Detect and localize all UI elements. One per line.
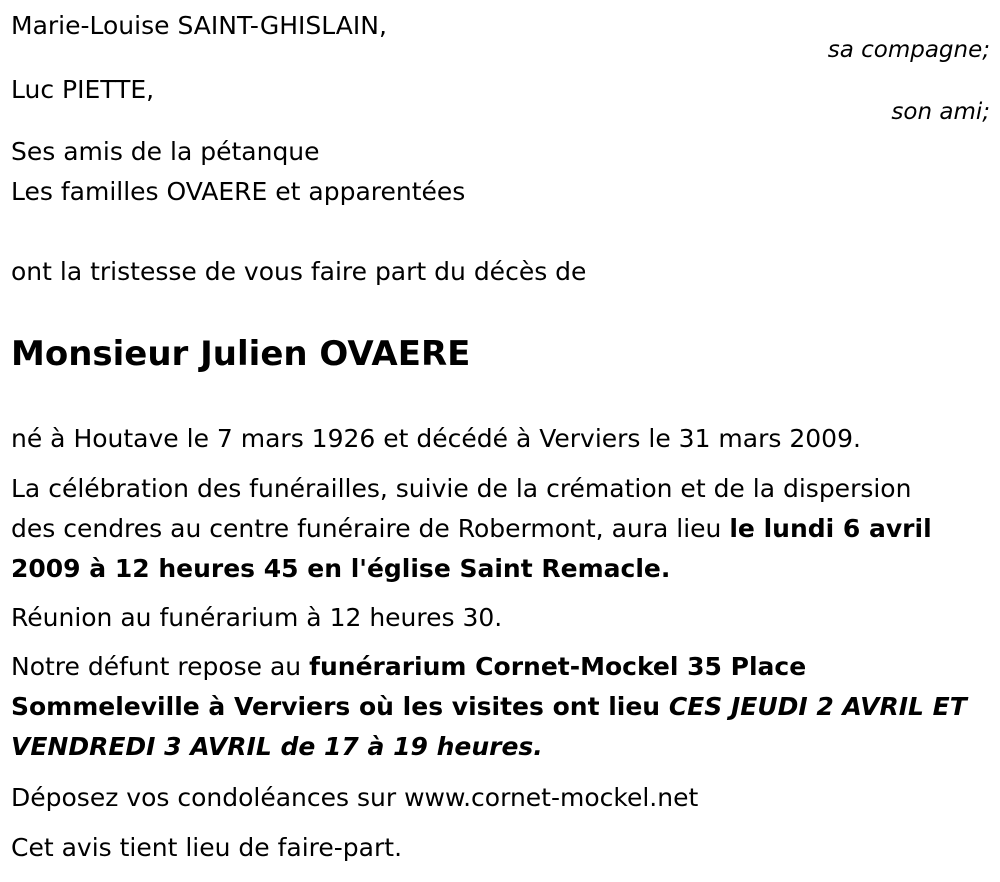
ceremony-date: le lundi 6 avril	[729, 514, 932, 543]
visits-line-3: VENDREDI 3 AVRIL de 17 à 19 heures.	[11, 732, 543, 761]
companion-name: Marie-Louise SAINT-GHISLAIN,	[11, 11, 387, 40]
ceremony-line-3: 2009 à 12 heures 45 en l'église Saint Remacle.	[11, 554, 671, 583]
condolences-line: Déposez vos condoléances sur www.cornet-mockel.net	[11, 783, 699, 812]
friend-name: Luc PIETTE,	[11, 75, 155, 104]
petanque-friends: Ses amis de la pétanque	[11, 137, 320, 166]
visits-line-2-bold: Sommeleville à Verviers où les visites ont lieu	[11, 692, 669, 721]
meeting-line: Réunion au funérarium à 12 heures 30.	[11, 603, 503, 632]
ceremony-line-1: La célébration des funérailles, suivie de la crémation et de la dispersion	[11, 474, 912, 503]
birth-death-line: né à Houtave le 7 mars 1926 et décédé à Verviers le 31 mars 2009.	[11, 424, 861, 453]
companion-relation: sa compagne;	[827, 37, 990, 63]
families-line: Les familles OVAERE et apparentées	[11, 177, 466, 206]
announcement-text: ont la tristesse de vous faire part du décès de	[11, 257, 587, 286]
visits-line-1	[11, 647, 806, 687]
friend-relation: son ami;	[891, 99, 990, 125]
ceremony-line-2-plain: des cendres au centre funéraire de Robermont, aura lieu	[11, 514, 730, 543]
visit-days: CES JEUDI 2 AVRIL ET	[668, 692, 967, 721]
deceased-name: Monsieur Julien OVAERE	[11, 334, 471, 374]
ceremony-line-2	[11, 509, 932, 549]
visits-line-1-plain: Notre défunt repose au	[11, 652, 310, 681]
visits-line-2	[11, 687, 967, 727]
closing-line: Cet avis tient lieu de faire-part.	[11, 833, 403, 862]
funerarium-address: funérarium Cornet-Mockel 35 Place	[309, 652, 807, 681]
